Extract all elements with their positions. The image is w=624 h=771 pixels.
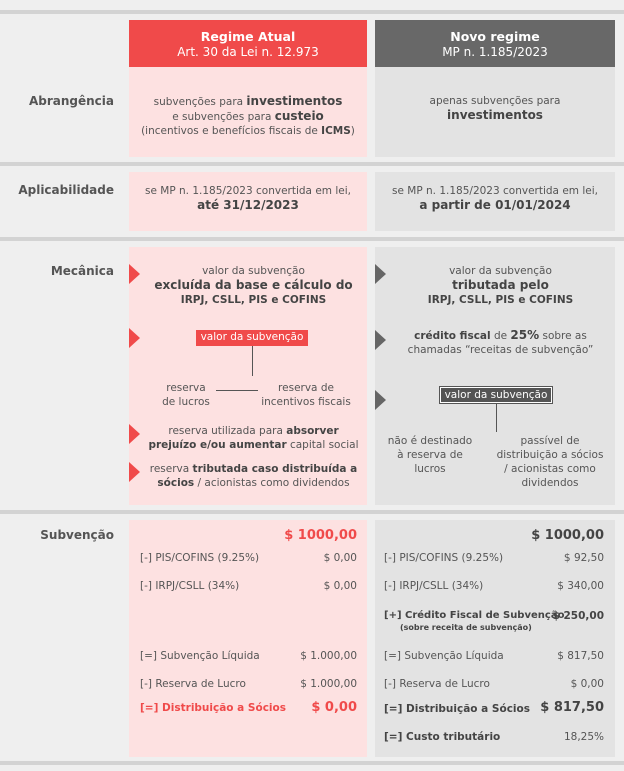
aplicabilidade-current-l2b: até 31/12/2023	[197, 198, 299, 212]
aplicabilidade-new-l2b: a partir de 01/01/2024	[419, 198, 571, 212]
mecanica-current-arrow-4	[129, 462, 140, 482]
mecanica-new-leaf-right-3: / acionistas como	[504, 463, 596, 475]
mecanica-new-arrow-2	[375, 330, 386, 350]
bottom-divider	[0, 761, 624, 765]
subvencao-new-total: $ 1000,00	[531, 528, 604, 543]
row-label-aplicabilidade: Aplicabilidade	[18, 183, 114, 197]
subvencao-new-line-4-value: $ 817,50	[557, 650, 604, 662]
mecanica-current-b4-l1b: tributada caso distribuída a	[192, 463, 358, 475]
mecanica-current-arrow-2	[129, 328, 140, 348]
mecanica-current-b3-l1a: reserva utilizada para	[168, 425, 287, 437]
mecanica-new-b1-l1: valor da subvenção	[449, 265, 552, 277]
mecanica-current-b4-l2b: sócios	[157, 477, 195, 489]
subvencao-current-line-1-value: $ 0,00	[323, 552, 357, 564]
subvencao-current-line-1-label: [-] PIS/COFINS (9.25%)	[140, 552, 260, 564]
header-new-regime	[375, 20, 615, 67]
abrangencia-current-text	[129, 94, 367, 138]
mecanica-new-b2-l1d: sobre as	[539, 330, 587, 342]
mecanica-new-b2-l1b: de	[490, 330, 511, 342]
mecanica-current-connector-vertical	[252, 346, 253, 376]
abrangencia-new-l2b: investimentos	[447, 108, 543, 122]
subvencao-current-line-2-value: $ 0,00	[323, 580, 357, 592]
divider-2	[0, 237, 624, 241]
mecanica-new-pill: valor da subvenção	[440, 387, 552, 403]
subvencao-new-line-6-value: $ 817,50	[540, 700, 604, 715]
subvencao-current-line-5-value: $ 0,00	[311, 700, 357, 715]
mecanica-current-leaf-left-2: de lucros	[162, 396, 210, 408]
mecanica-current-b3-l2c: capital social	[286, 439, 359, 451]
mecanica-current-block-3	[140, 424, 367, 452]
mecanica-current-b4-l1a: reserva	[149, 463, 193, 475]
mecanica-current-leaf-right-1: reserva de	[278, 382, 334, 394]
subvencao-current-total: $ 1000,00	[284, 528, 357, 543]
subvencao-new-line-1-label: [-] PIS/COFINS (9.25%)	[384, 552, 504, 564]
mecanica-current-arrow-1	[129, 264, 140, 284]
subvencao-new-line-2-value: $ 340,00	[557, 580, 604, 592]
mecanica-current-b3-l1b: absorver	[286, 425, 339, 437]
mecanica-current-b3-l2b: prejuízo e/ou aumentar	[148, 439, 287, 451]
subvencao-new-line-1-value: $ 92,50	[563, 552, 604, 564]
mecanica-new-b2-l2: chamadas “receitas de subvenção”	[407, 344, 594, 356]
abrangencia-current-l2b: custeio	[274, 109, 324, 123]
row-label-subvencao: Subvenção	[40, 528, 114, 542]
row-label-mecanica: Mecânica	[50, 264, 114, 278]
subvencao-new-line-5-value: $ 0,00	[570, 678, 604, 690]
mecanica-current-b1-l1: valor da subvenção	[202, 265, 305, 277]
abrangencia-new-text	[375, 94, 615, 123]
mecanica-current-b1-l2: excluída da base e cálculo do	[154, 278, 353, 292]
mecanica-new-leaf-right-1: passível de	[520, 435, 580, 447]
mecanica-current-block-4	[140, 462, 367, 490]
mecanica-current-leaf-left	[150, 381, 222, 409]
divider-3	[0, 510, 624, 514]
mecanica-new-b1-l3: IRPJ, CSLL, PIS e COFINS	[427, 294, 574, 306]
mecanica-current-leaf-right	[252, 381, 360, 409]
subvencao-current-line-5-label: [=] Distribuição a Sócios	[140, 702, 286, 714]
aplicabilidade-new-l1: se MP n. 1.185/2023 convertida em lei,	[392, 185, 598, 197]
aplicabilidade-new-text	[375, 184, 615, 213]
mecanica-new-b2-l1a: crédito fiscal	[414, 330, 491, 342]
mecanica-new-leaf-right-2: distribuição a sócios	[496, 449, 604, 461]
mecanica-new-leaf-right-4: dividendos	[521, 477, 579, 489]
header-current-title: Regime Atual	[200, 29, 296, 44]
mecanica-current-arrow-3	[129, 424, 140, 444]
subvencao-new-table	[384, 528, 604, 748]
mecanica-new-leaf-left-3: lucros	[414, 463, 446, 475]
mecanica-new-block-1	[386, 264, 615, 307]
mecanica-new-block-2	[386, 328, 615, 357]
mecanica-new-connector-vertical	[496, 404, 497, 432]
mecanica-new-leaf-left-2: à reserva de	[397, 449, 463, 461]
abrangencia-current-l3c: )	[350, 125, 355, 137]
subvencao-current-line-3-value: $ 1.000,00	[300, 650, 357, 662]
aplicabilidade-current-l1: se MP n. 1.185/2023 convertida em lei,	[145, 185, 351, 197]
subvencao-new-line-4-label: [=] Subvenção Líquida	[384, 650, 504, 662]
mecanica-current-pill: valor da subvenção	[196, 330, 308, 346]
subvencao-current-line-4-label: [-] Reserva de Lucro	[140, 678, 246, 690]
row-label-abrangencia: Abrangência	[28, 94, 114, 108]
subvencao-new-line-7-value: 18,25%	[563, 731, 604, 743]
mecanica-new-arrow-1	[375, 264, 386, 284]
mecanica-new-b2-l1c: 25%	[510, 328, 540, 342]
mecanica-current-b4-l2c: / acionistas como dividendos	[194, 477, 350, 489]
subvencao-current-line-3-label: [=] Subvenção Líquida	[140, 650, 260, 662]
top-divider	[0, 10, 624, 14]
mecanica-current-leaf-right-2: incentivos fiscais	[261, 396, 351, 408]
aplicabilidade-current-text	[129, 184, 367, 213]
subvencao-current-line-2-label: [-] IRPJ/CSLL (34%)	[140, 580, 240, 592]
header-current-subtitle: Art. 30 da Lei n. 12.973	[177, 45, 319, 59]
mecanica-new-leaf-right	[488, 434, 612, 490]
subvencao-current-table	[140, 528, 357, 728]
subvencao-new-line-2-label: [-] IRPJ/CSLL (34%)	[384, 580, 484, 592]
subvencao-new-line-7-label: [=] Custo tributário	[384, 731, 501, 743]
mecanica-current-leaf-left-1: reserva	[166, 382, 206, 394]
mecanica-new-leaf-left	[380, 434, 480, 476]
abrangencia-current-l1b: investimentos	[246, 94, 343, 108]
subvencao-new-line-3-value: $ 250,00	[552, 610, 604, 622]
divider-1	[0, 162, 624, 166]
header-new-title: Novo regime	[450, 29, 540, 44]
subvencao-new-line-6-label: [=] Distribuição a Sócios	[384, 703, 530, 715]
header-current-regime	[129, 20, 367, 67]
abrangencia-current-l1: subvenções para	[153, 96, 247, 108]
abrangencia-current-l3b: ICMS	[321, 125, 351, 137]
subvencao-current-line-4-value: $ 1.000,00	[300, 678, 357, 690]
mecanica-new-arrow-3	[375, 390, 386, 410]
mecanica-current-b1-l3: IRPJ, CSLL, PIS e COFINS	[180, 294, 327, 306]
abrangencia-current-l3a: (incentivos e benefícios fiscais de	[141, 125, 322, 137]
abrangencia-new-l1: apenas subvenções para	[429, 95, 561, 107]
mecanica-new-b1-l2: tributada pelo	[452, 278, 549, 292]
abrangencia-current-l2: e subvenções para	[172, 111, 275, 123]
subvencao-new-line-3-sublabel: (sobre receita de subvenção)	[400, 623, 532, 632]
mecanica-new-leaf-left-1: não é destinado	[387, 435, 473, 447]
header-new-subtitle: MP n. 1.185/2023	[442, 45, 548, 59]
subvencao-new-line-5-label: [-] Reserva de Lucro	[384, 678, 490, 690]
subvencao-new-line-3-label: [+] Crédito Fiscal de Subvenção	[384, 610, 565, 621]
mecanica-current-block-1	[140, 264, 367, 307]
